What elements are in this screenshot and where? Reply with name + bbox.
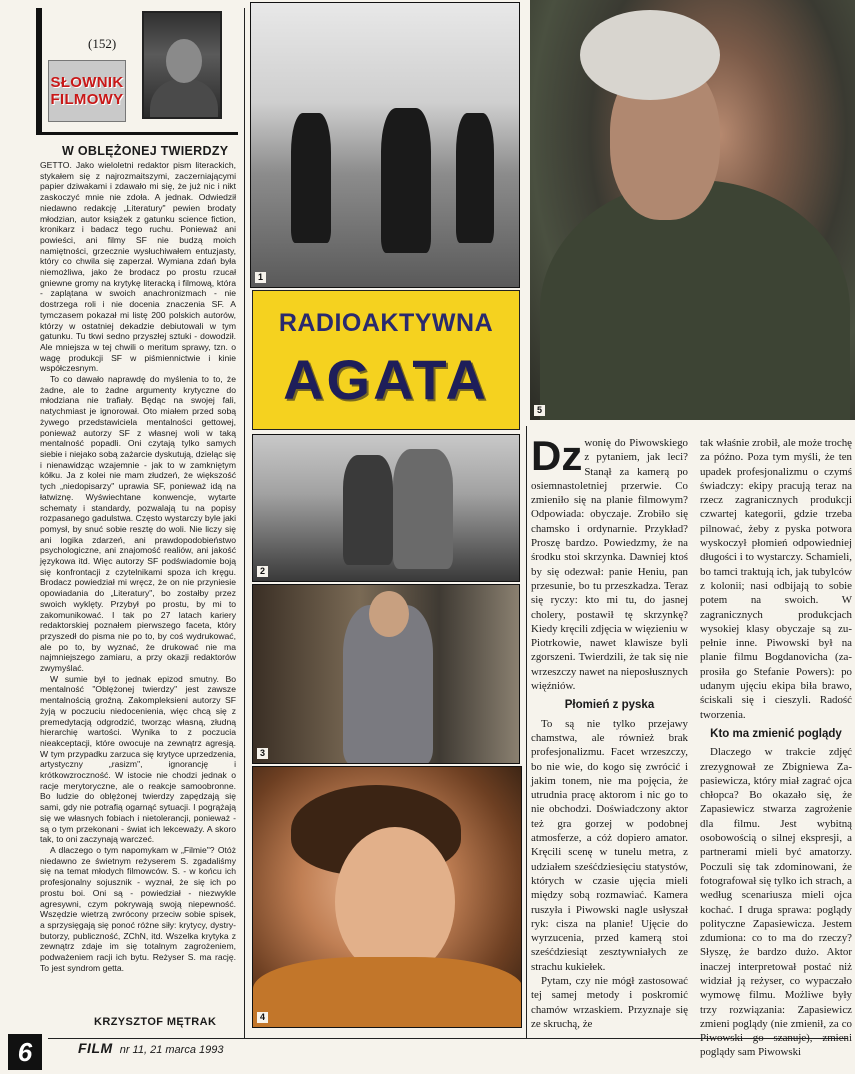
header-bar bbox=[36, 8, 42, 132]
column-divider bbox=[244, 8, 245, 1038]
photo-young-woman bbox=[252, 766, 522, 1028]
issue-number: (152) bbox=[88, 36, 117, 51]
article-paragraph: To są nie tylko przejawy chamstwa, ale również brak profesjonalizmu. Facet wrzeszczy, bo nie wie, do kogo się zwrócić i jakim tonem, nie ma pojęcia, że utrudnia pracę aktorom i nic go to nie obchodzi. Doświadczony aktor też gra gorzej w podobnej atmosferze, a cóż dopiero amator. Kręcili scenę w tunelu metra, z udziałem sześćdziesięciu statystów, których w czasie ujęcia mieli między sobą rozmawiać. Kamera ruszyła i Piwowski nagle usłyszał ryk: cisza na planie! Ujęcie do wyrzucenia, przed kamerą stoi sześćdziesiąt zesztywniałych ze strachu kukiełek. bbox=[531, 717, 688, 973]
article-paragraph: GETTO. Jako wieloletni redaktor pism literackich, stykałem się z najrozmaitszymi, zaczerniającymi papier dziwakami i zdawało mi się, że już nic i nikt zaskoczyć mnie nie zdoła. A jednak. Odwiedził niedawno redakcję „Literatury" pewien brodaty młodzian, autor książek z gatunku science fiction, kronikarz i badacz tego ruchu. Ponieważ ani powieści, ani filmy SF nie budzą moich namiętności, grzecznie wysłuchiwałem entuzjasty, który co chwila się zaperzał. Wymiana zdań była niemożliwa, jako że brodacz po prostu rzucał gniewne gromy na krytykę literacką i filmową, która - zaplątana w swoich anachronizmach - nie dostrzega roli i nie docenia znaczenia SF. A tymczasem pokazał mi listę 200 polskich autorów, którzy w ostatniej dekadzie debiutowali w tym gatunku. Tu tkwi sedno przyszłej sztuki - dowodził. Ale mniejsza w tej chwili o meritum sprawy, tzn. o wagę produkcji SF w piśmiennictwie i kinie współczesnym. bbox=[40, 160, 236, 374]
issue-info: nr 11, 21 marca 1993 bbox=[119, 1044, 224, 1056]
section-title-line2: FILMOWY bbox=[50, 91, 124, 108]
photo-soldiers bbox=[250, 2, 520, 288]
columnist-photo bbox=[142, 11, 222, 119]
subheading: Płomień z pyska bbox=[564, 699, 655, 712]
article-title: W OBLĘŻONEJ TWIERDZY bbox=[62, 144, 229, 158]
photo-number: 4 bbox=[257, 1012, 268, 1023]
article-paragraph: To co dawało naprawdę do myślenia to to, że żadne, ale to żadne argumenty krytyczne do młodziana nie trafiały. Będąc na swojej fali, natychmiast je ignorował. Oto miałem przed sobą żywego przedstawiciela mentalności gettowej, ponieważ autorzy SF z własnej woli w taką mentalność popadli. Oni czytają tylko samych siebie i niejako sobą zażarcie dyskutują, dzieląc się i nienawidząc wzajemnie - jak to w zamkniętym kółku. Ja z kolei nie mam złudzeń, że większość tych „niedopisarzy" uprawia SF, ponieważ idą na łatwiznę. Wyświechtane konwencje, wytarte schematy i standardy, pozwalają tu na popisy rozpasanego gadulstwa. Często wystarczy byle jaki pomysł, by snuć sobie resztę do woli. Nie liczy się ani logika zdarzeń, ani prawdopodobieństwo psychologiczne, ani znajomość realiów, ani jakość językowa itd. Więc autorzy SF podświadomie boją się konfrontacji z czytelnikami spoza ich kręgu. Brodacz powiedział mi wręcz, że on nie przyniesie opowiadania do „Literatury", bo zostałby przez swoich wyklęty. Przybył po prostu, by mi to zakomunikować. I tak po 27 latach kariery redaktorskiej poznałem pierwszego faceta, który przyszedł do pisma nie po to, by coś wydrukować, ale po to, by wyznać, że drukować nie ma najmniejszego zamiaru, a przy okazji redaktorów zwymyślać. bbox=[40, 374, 236, 674]
header-rule bbox=[36, 132, 238, 135]
subheading: Kto ma zmienić poglądy bbox=[710, 727, 842, 740]
photo-number: 3 bbox=[257, 748, 268, 759]
photo-rooftop-men bbox=[252, 434, 520, 582]
article-paragraph: Dlaczego w trakcie zdjęć zrezygnował ze Zbigniewa Zapasiewicza, który miał zagrać ojca chłopca? Bo okazało się, że Zapasiewicz stwarza zagrożenie dla filmu. Jest wybitną osobowością o silnej ekspresji, a partnerami mieli być amatorzy. Poczuli się tak zdominowani, że fotografował się tylko ich strach, a według scenariusza mieli ojca kochać. I druga sprawa: poglądy polityczne Zapasiewicza. Jestem zdumiona: co to ma do rzeczy? Słyszę, że bardzo dużo. Aktor inaczej interpretował postać niż widział ją reżyser, co wypaczało wymowę filmu. Możliwe były trzy rozwiązania: Zapasiewicz zmieni poglądy (nie zmienił, za co Piwowski go szanuje), zmieni poglądy sam Piwowski bbox=[700, 746, 852, 1059]
photo-grey-haired-man bbox=[530, 0, 855, 420]
photo-tunnel-market bbox=[252, 584, 520, 764]
photo-number: 5 bbox=[534, 405, 545, 416]
text-column-b bbox=[700, 436, 852, 1060]
column-divider bbox=[526, 426, 527, 1038]
article-body bbox=[40, 160, 236, 973]
section-logo bbox=[48, 60, 126, 122]
photo-number: 2 bbox=[257, 566, 268, 577]
article-paragraph: A dlaczego o tym napomykam w „Filmie"? Otóż niedawno ze świetnym reżyserem S. zgadaliśmy się na temat młodych filmowców. S. - w końcu ich profesjonalny sojusznik - wyznał, że się ich po prostu boi. Oni są - powiedział - niezwykle agresywni, czym pokrywają swoją niepewność. Wszędzie wietrzą zwrócony przeciw sobie spisek, a sprzysięgają się ponoć różne siły: krytycy, dystrybutorzy, publiczność, ZChN, itd. Wszelka krytyka z zewnątrz zdaje im się totalnym zagrożeniem, podważeniem racji ich bytu. Reżyser S. ma rację. To jest syndrom getta. bbox=[40, 845, 236, 973]
drop-cap: Dz bbox=[531, 432, 583, 479]
page-number: 6 bbox=[8, 1034, 42, 1070]
headline-box bbox=[252, 290, 520, 430]
headline-line1: RADIOAKTYWNA bbox=[278, 309, 494, 337]
footer-rule bbox=[48, 1038, 848, 1039]
photo-number: 1 bbox=[255, 272, 266, 283]
footer bbox=[78, 1040, 223, 1056]
left-column bbox=[36, 8, 238, 1038]
headline-line2: AGATA bbox=[283, 348, 489, 411]
section-title-line1: SŁOWNIK bbox=[50, 74, 124, 91]
article-author: KRZYSZTOF MĘTRAK bbox=[94, 1016, 217, 1028]
magazine-name: FILM bbox=[78, 1040, 113, 1056]
article-paragraph: W sumie był to jednak epizod smutny. Bo mentalność "Oblężonej twierdzy" jest zawsze mentalnością groźną. Zakompleksieni autorzy SF żyją w poczuciu niedocenienia, więc chcą się z premedytacją odgrodzić, tworząc własną, złudną hierarchię wartości. Wynika to z poczucia nieakceptacji, które owocuje na zewnątrz agresją. W tym przypadku zarzuca się krytyce uprzedzenia, artystyczny „rasizm", ignorancję i krótkowzroczność. W istocie nie chodzi jednak o racje merytoryczne, ale o reakcje samoobronne. Bo ludzie do oblężonej twierdzy zapędzają się sami, gdy nie potrafią ogarnąć sytuacji. I pogrążają się we własnych fobiach i nietolerancji, ponieważ - są o tym przekonani - świat ich lekceważy. A skoro tak, to oni zaczynają warczeć. bbox=[40, 673, 236, 845]
article-paragraph: tak właśnie zrobił, ale może trochę za późno. Poza tym myśli, że ten upadek profesjonalizmu o czymś świadczy: ekipy pracują teraz na rzecz zagranicznych produkcji czwartej kategorii, gdzie trzeba pilnować, żeby z pyska potwora wyskoczył płomień odpowiedniej długości i to wystarczy. Schamieli, bo tamci traktują ich, jak tubylców z kolonii; nasi odbijają to sobie potem na swoich. W zagranicznych produkcjach wysokiej klasy obyczaje są zupełnie inne. Piwowski był na planie filmu Bogdanovicha (zaprosiła go Stefanie Powers): po udanym ujęciu ekipa biła brawo, ściskali się i cieszyli. Radość tworzenia. bbox=[700, 437, 852, 721]
text-column-a bbox=[531, 432, 688, 1031]
article-paragraph: Pytam, czy nie mógł zastosować tej samej metody i poskromić chamów wrzaskiem. Przyznaje się ze skruchą, że bbox=[531, 974, 688, 1030]
intro-paragraph: Dz wonię do Piwowskiego z pytaniem, jak leci? Stanął za kamerą po osiemnastoletniej przerwie. Co zmieniło się na planie filmowym? Odpowiada: obyczaje. Zrobiło się chamsko i ordynarnie. Przykład? Proszę bardzo. Powiedzmy, że na środku stoi skrzynka. Dawniej ktoś by się odezwał: panie Heniu, pan przesunie, bo tu przeszkadza. Teraz się ryczy: kto mi tu, do jasnej cholery, postawił tę skrzynkę? Kiedy kręcili zdjęcia w więzieniu w Piotrkowie, nawet klawisze byli zgorszeni. Twierdzili, że tak się nie wrzeszczy nawet na nieposłusznych więźniów. bbox=[531, 432, 688, 693]
